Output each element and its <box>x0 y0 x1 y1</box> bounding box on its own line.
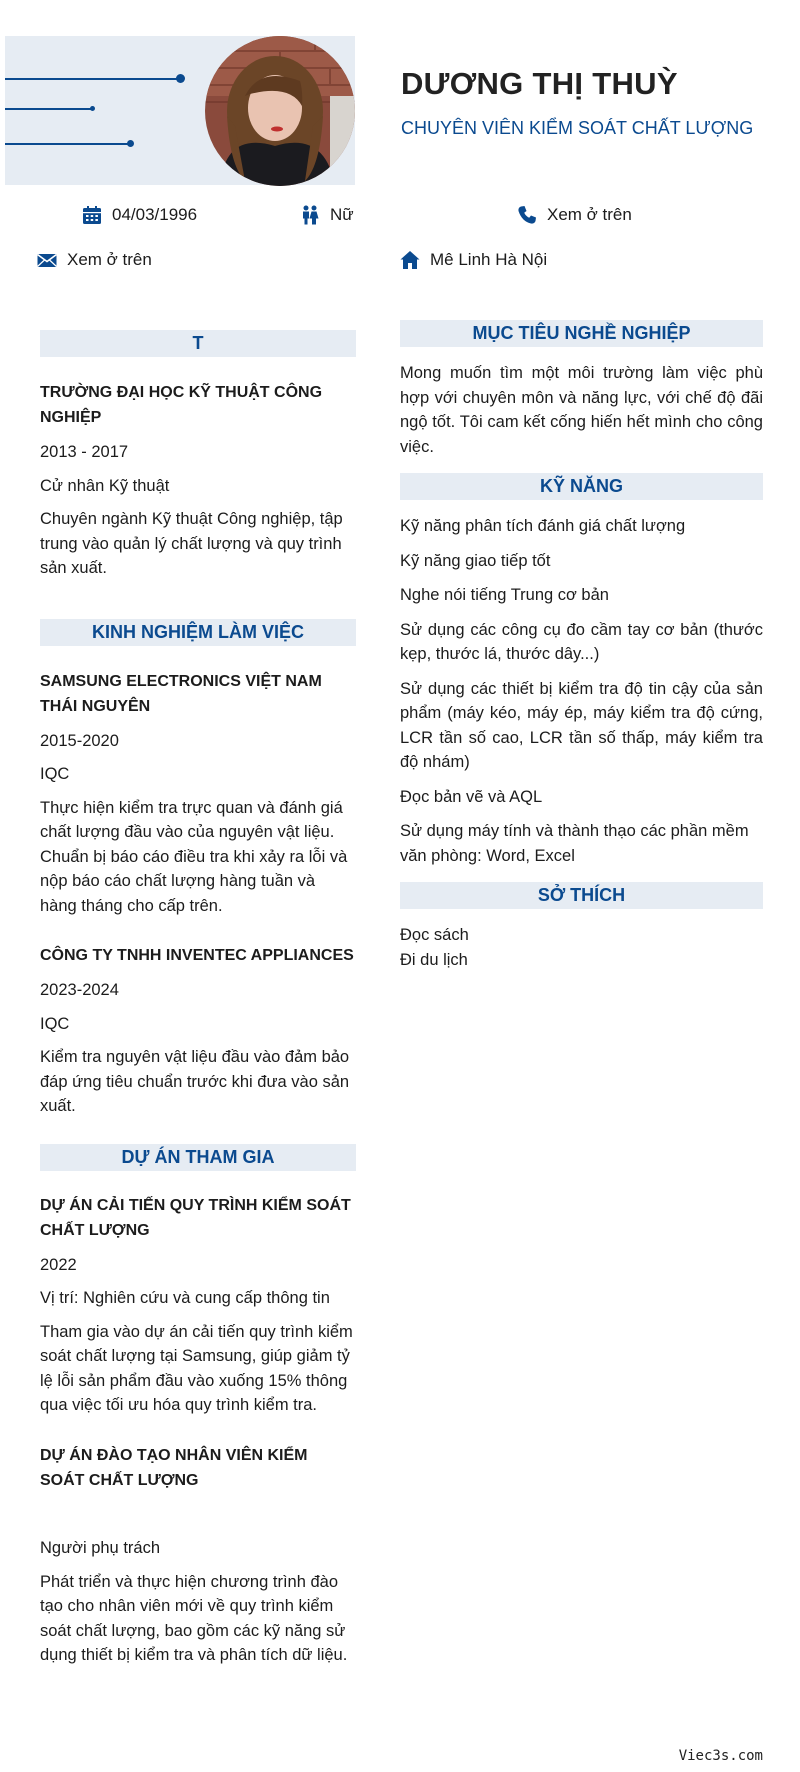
email-field <box>37 250 152 270</box>
decorative-line <box>5 143 130 145</box>
calendar-icon <box>82 205 102 225</box>
objective-text: Mong muốn tìm một môi trường làm việc phù hợp với chuyên môn và năng lực, với chế độ đãi ngộ tốt. Tôi cam kết cống hiến hết mình cho công việc. <box>400 364 763 456</box>
project-title: DỰ ÁN ĐÀO TẠO NHÂN VIÊN KIỂM SOÁT CHẤT LƯỢNG <box>40 1446 308 1489</box>
school-name: TRƯỜNG ĐẠI HỌC KỸ THUẬT CÔNG NGHIỆP <box>40 384 323 426</box>
email-value: Xem ở trên <box>67 250 152 269</box>
skill-item: Nghe nói tiếng Trung cơ bản <box>400 586 609 604</box>
phone-value: Xem ở trên <box>547 205 632 224</box>
job-company: SAMSUNG ELECTRONICS VIỆT NAM THÁI NGUYÊN <box>40 672 322 715</box>
job-description: Thực hiện kiểm tra trực quan và đánh giá chất lượng đầu vào của nguyên vật liệu. Chuẩn bị báo cáo điều tra khi xảy ra lỗi và nộp báo cáo chất lượng hàng tuần và hàng tháng cho cấp trên. <box>40 798 348 915</box>
project-description: Tham gia vào dự án cải tiến quy trình kiểm soát chất lượng tại Samsung, giúp giảm tỷ lệ lỗi sản phẩm đầu vào xuống 15% thông qua việc tối ưu hóa quy trình kiểm tra. <box>40 1322 353 1414</box>
dob-field <box>82 205 197 225</box>
skill-item: Kỹ năng phân tích đánh giá chất lượng <box>400 517 686 535</box>
hobby-item: Đọc sách <box>400 926 469 944</box>
education-description: Chuyên ngành Kỹ thuật Công nghiệp, tập trung vào quản lý chất lượng và quy trình sản xuất. <box>40 510 343 577</box>
objective-heading: MỤC TIÊU NGHỀ NGHIỆP <box>400 320 763 347</box>
home-icon <box>400 250 420 270</box>
projects-heading: DỰ ÁN THAM GIA <box>40 1144 356 1171</box>
job-period: 2015-2020 <box>40 731 119 750</box>
gender-value: Nữ <box>330 205 354 224</box>
project-year <box>40 1503 356 1528</box>
project-role: Người phụ trách <box>40 1539 161 1557</box>
left-column <box>40 330 356 1668</box>
skill-item: Sử dụng các công cụ đo cầm tay cơ bản (thước kẹp, thước lá, thước dây...) <box>400 620 763 663</box>
education-degree: Cử nhân Kỹ thuật <box>40 476 170 495</box>
phone-icon <box>517 205 537 225</box>
project-title: DỰ ÁN CẢI TIẾN QUY TRÌNH KIỂM SOÁT CHẤT LƯỢNG <box>40 1196 351 1239</box>
job-company: CÔNG TY TNHH INVENTEC APPLIANCES <box>40 947 354 964</box>
gender-icon <box>300 205 320 225</box>
candidate-name: DƯƠNG THỊ THUỲ <box>401 66 678 101</box>
decorative-line <box>5 78 180 80</box>
project-role: Vị trí: Nghiên cứu và cung cấp thông tin <box>40 1289 330 1307</box>
skill-item: Sử dụng máy tính và thành thạo các phần mềm văn phòng: Word, Excel <box>400 822 749 865</box>
skill-item: Đọc bản vẽ và AQL <box>400 787 543 806</box>
project-year: 2022 <box>40 1255 77 1274</box>
skill-item: Sử dụng các thiết bị kiểm tra độ tin cậy của sản phẩm (máy kéo, máy ép, máy kiểm tra độ cứng, LCR tần số cao, LCR tần số thấp, máy kiểm tra độ nhám) <box>400 679 763 771</box>
avatar <box>205 36 355 186</box>
phone-field <box>517 205 632 225</box>
job-period: 2023-2024 <box>40 981 119 999</box>
watermark: Viec3s.com <box>678 1748 763 1764</box>
job-role: IQC <box>40 765 70 783</box>
hobbies-heading: SỞ THÍCH <box>400 882 763 909</box>
skills-heading: KỸ NĂNG <box>400 473 763 500</box>
decorative-line <box>5 108 92 110</box>
job-role: IQC <box>40 1014 70 1033</box>
right-column <box>400 320 763 972</box>
job-position: CHUYÊN VIÊN KIỂM SOÁT CHẤT LƯỢNG <box>401 118 754 138</box>
dob-value: 04/03/1996 <box>112 205 198 224</box>
skill-item: Kỹ năng giao tiếp tốt <box>400 551 551 570</box>
address-field <box>400 250 547 270</box>
address-value: Mê Linh Hà Nội <box>430 250 548 269</box>
education-heading: T <box>40 330 356 357</box>
experience-heading: KINH NGHIỆM LÀM VIỆC <box>40 619 356 646</box>
gender-field <box>300 205 354 225</box>
education-period: 2013 - 2017 <box>40 443 129 461</box>
project-description: Phát triển và thực hiện chương trình đào tạo cho nhân viên mới về quy trình kiểm soát chất lượng, bao gồm các kỹ năng sử dụng thiết bị kiểm tra và phân tích dữ liệu. <box>40 1572 348 1664</box>
hobby-item: Đi du lịch <box>400 950 468 969</box>
envelope-icon <box>37 250 57 270</box>
job-description: Kiểm tra nguyên vật liệu đầu vào đảm bảo đáp ứng tiêu chuẩn trước khi đưa vào sản xuất. <box>40 1048 350 1115</box>
